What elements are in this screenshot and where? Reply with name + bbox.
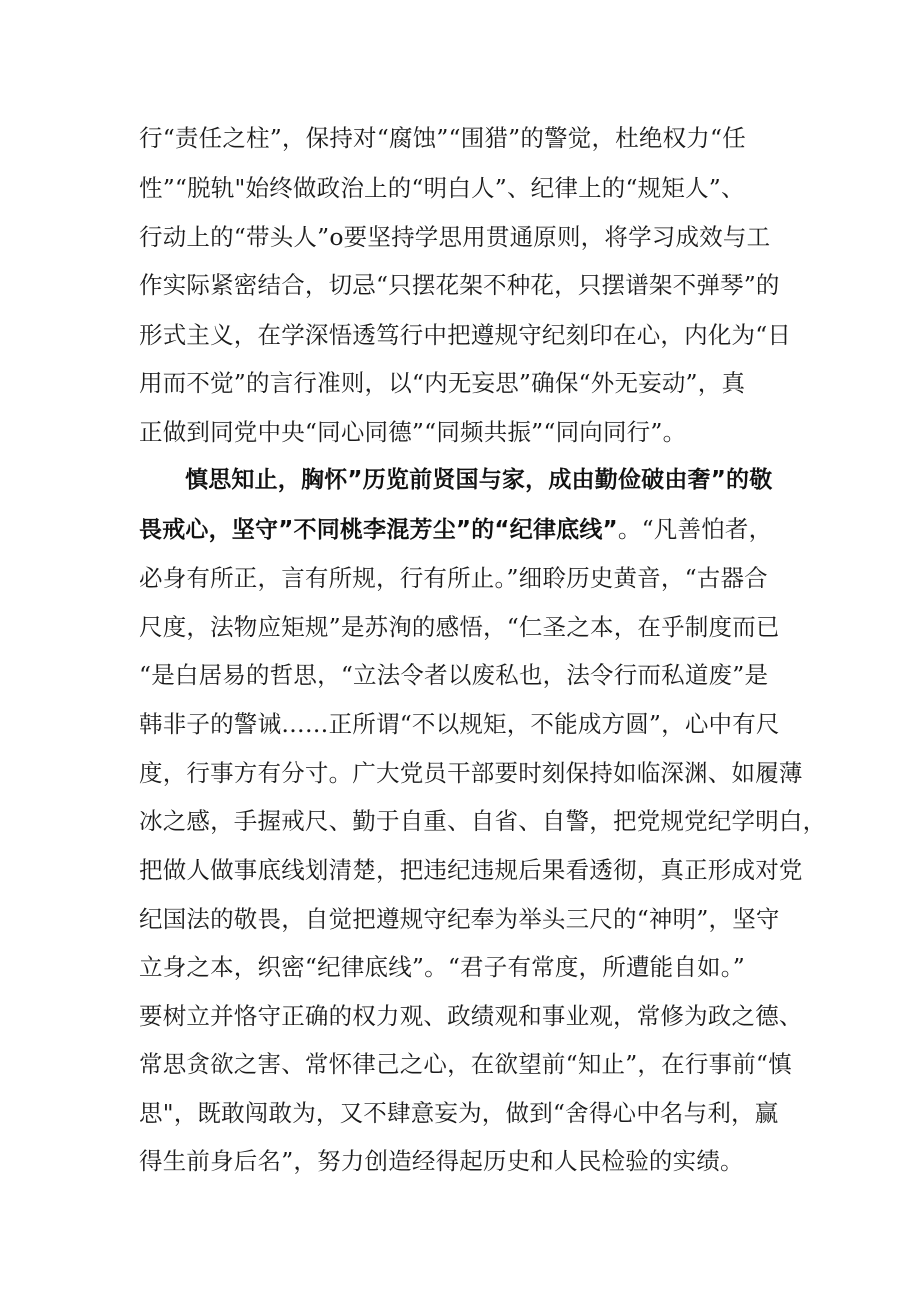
text-line: 纪国法的敬畏，自觉把遵规守纪奉为举头三尺的“神明”，坚守 [139, 905, 780, 933]
text-line: 要树立并恪守正确的权力观、政绩观和事业观，常修为政之德、 [139, 1002, 803, 1030]
text-line: 性”“脱轨"始终做政治上的“明白人”、纪律上的“规矩人”、 [139, 174, 745, 202]
text-line: 度，行事方有分寸。广大党员干部要时刻保持如临深渊、如履薄 [139, 759, 803, 787]
text-line: 行“责任之柱”，保持对“腐蚀”“围猎”的警觉，杜绝权力“任 [139, 124, 746, 152]
text-line: 得生前身后名”，努力创造经得起历史和人民检验的实绩。 [139, 1147, 744, 1175]
text-line: 立身之本，织密“纪律底线”。“君子有常度，所遭能自如。” [139, 953, 745, 981]
heading-line-combined [139, 511, 772, 548]
heading-line: 慎思知止，胸怀”历览前贤国与家，成由勤俭破由奢”的敬 [185, 467, 773, 493]
heading-line-tail: 。“凡善怕者， [617, 515, 773, 543]
text-line: 作实际紧密结合，切忌“只摆花架不种花，只摆谱架不弹琴”的 [139, 271, 780, 299]
text-line: 思"，既敢闯敢为，又不肆意妄为，做到“舍得心中名与利，赢 [139, 1099, 779, 1127]
heading-line-bold: 畏戒心，坚守”不同桃李混芳尘”的“纪律底线” [139, 517, 618, 543]
text-line: 形式主义，在学深悟透笃行中把遵规守纪刻印在心，内化为“日 [139, 321, 792, 349]
text-line: 韩非子的警诫……正所谓“不以规矩，不能成方圆”，心中有尺 [139, 710, 780, 738]
text-line: 常思贪欲之害、常怀律己之心，在欲望前“知止”，在行事前“慎 [139, 1050, 792, 1078]
text-line: 冰之感，手握戒尺、勤于自重、自省、自警，把党规党纪学明白， [139, 807, 827, 835]
text-line: 正做到同党中央“同心同德”“同频共振”“同向同行”。 [139, 418, 687, 446]
text-line: 用而不觉”的言行准则，以“内无妄思”确保“外无妄动”，真 [139, 369, 746, 397]
text-line: 把做人做事底线划清楚，把违纪违规后果看透彻，真正形成对党 [139, 856, 803, 884]
text-line: 行动上的“带头人”o要坚持学思用贯通原则，将学习成效与工 [139, 223, 771, 251]
text-line: 尺度，法物应矩规”是苏洵的感悟，“仁圣之本，在乎制度而已 [139, 613, 780, 641]
text-line: “是白居易的哲思，“立法令者以废私也，法令行而私道废”是 [139, 661, 769, 689]
text-line: 必身有所正，言有所规，行有所止。”细聆历史黄音，“古器合 [139, 564, 768, 592]
